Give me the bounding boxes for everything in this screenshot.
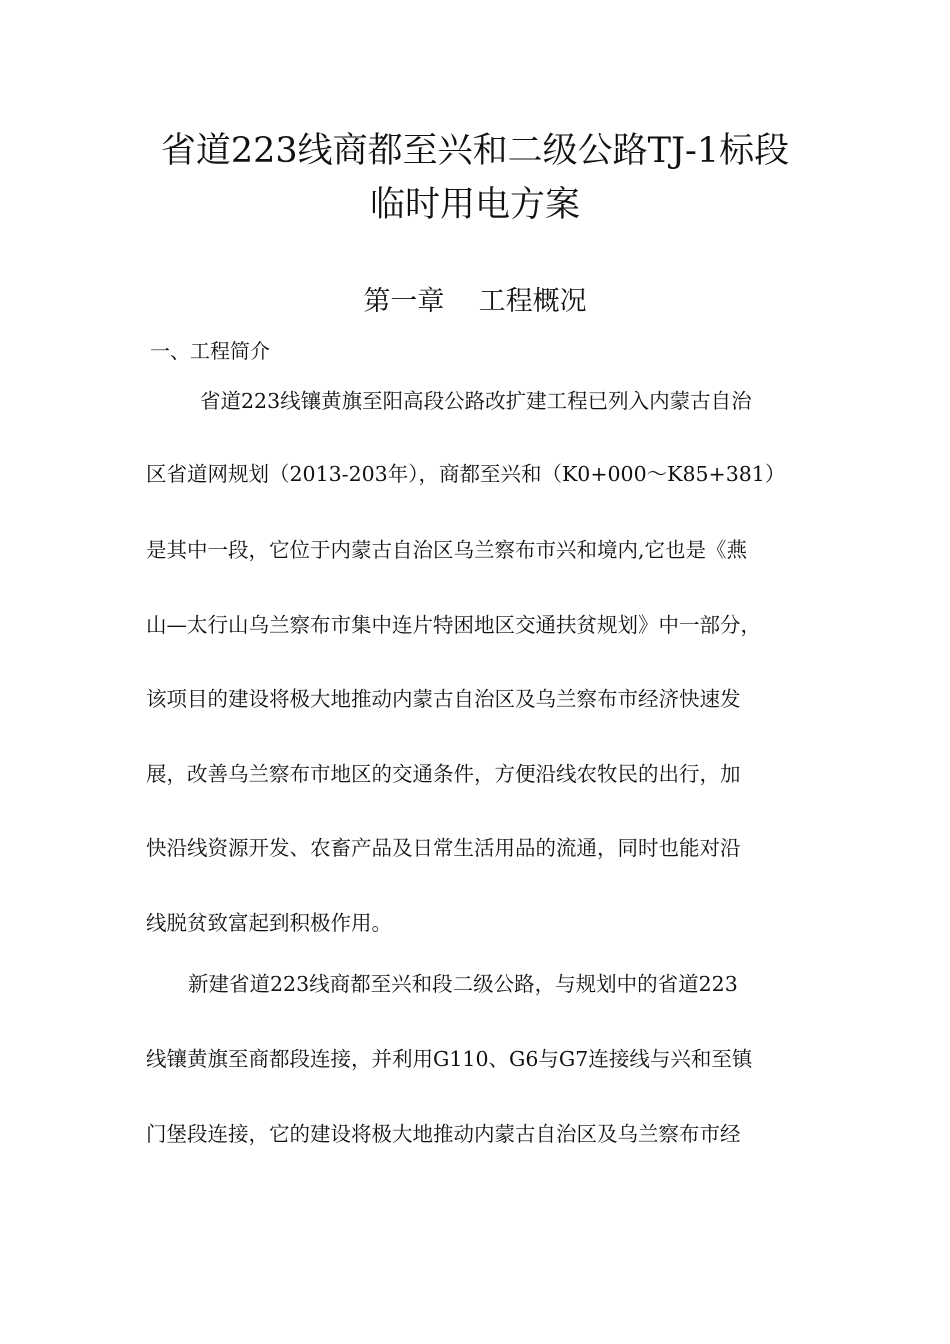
paragraph-1-line: 线脱贫致富起到积极作用。 [146,911,392,935]
document-title-line-2: 临时用电方案 [369,185,580,225]
paragraph-2-line: 门堡段连接，它的建设将极大地推动内蒙古自治区及乌兰察布市经 [146,1122,741,1146]
paragraph-1-line: 省道223线镶黄旗至阳高段公路改扩建工程已列入内蒙古自治 [200,389,752,413]
paragraph-1-line: 区省道网规划（2013-203年），商都至兴和（K0+000～K85+381） [146,462,786,486]
paragraph-2-line: 线镶黄旗至商都段连接，并利用G110、G6与G7连接线与兴和至镇 [146,1047,753,1071]
paragraph-1-line: 展，改善乌兰察布市地区的交通条件，方便沿线农牧民的出行，加 [146,762,741,786]
chapter-title: 第一章 工程概况 [363,286,587,317]
paragraph-2-line: 新建省道223线商都至兴和段二级公路，与规划中的省道223 [188,972,738,996]
paragraph-1-line: 快沿线资源开发、农畜产品及日常生活用品的流通，同时也能对沿 [146,836,741,860]
document-title-line-1: 省道223线商都至兴和二级公路TJ-1标段 [160,131,790,171]
paragraph-1-line: 是其中一段，它位于内蒙古自治区乌兰察布市兴和境内,它也是《燕 [146,538,748,562]
paragraph-1-line: 该项目的建设将极大地推动内蒙古自治区及乌兰察布市经济快速发 [146,687,741,711]
paragraph-1-line: 山—太行山乌兰察布市集中连片特困地区交通扶贫规划》中一部分， [146,613,761,637]
section-heading: 一、工程简介 [150,339,270,363]
